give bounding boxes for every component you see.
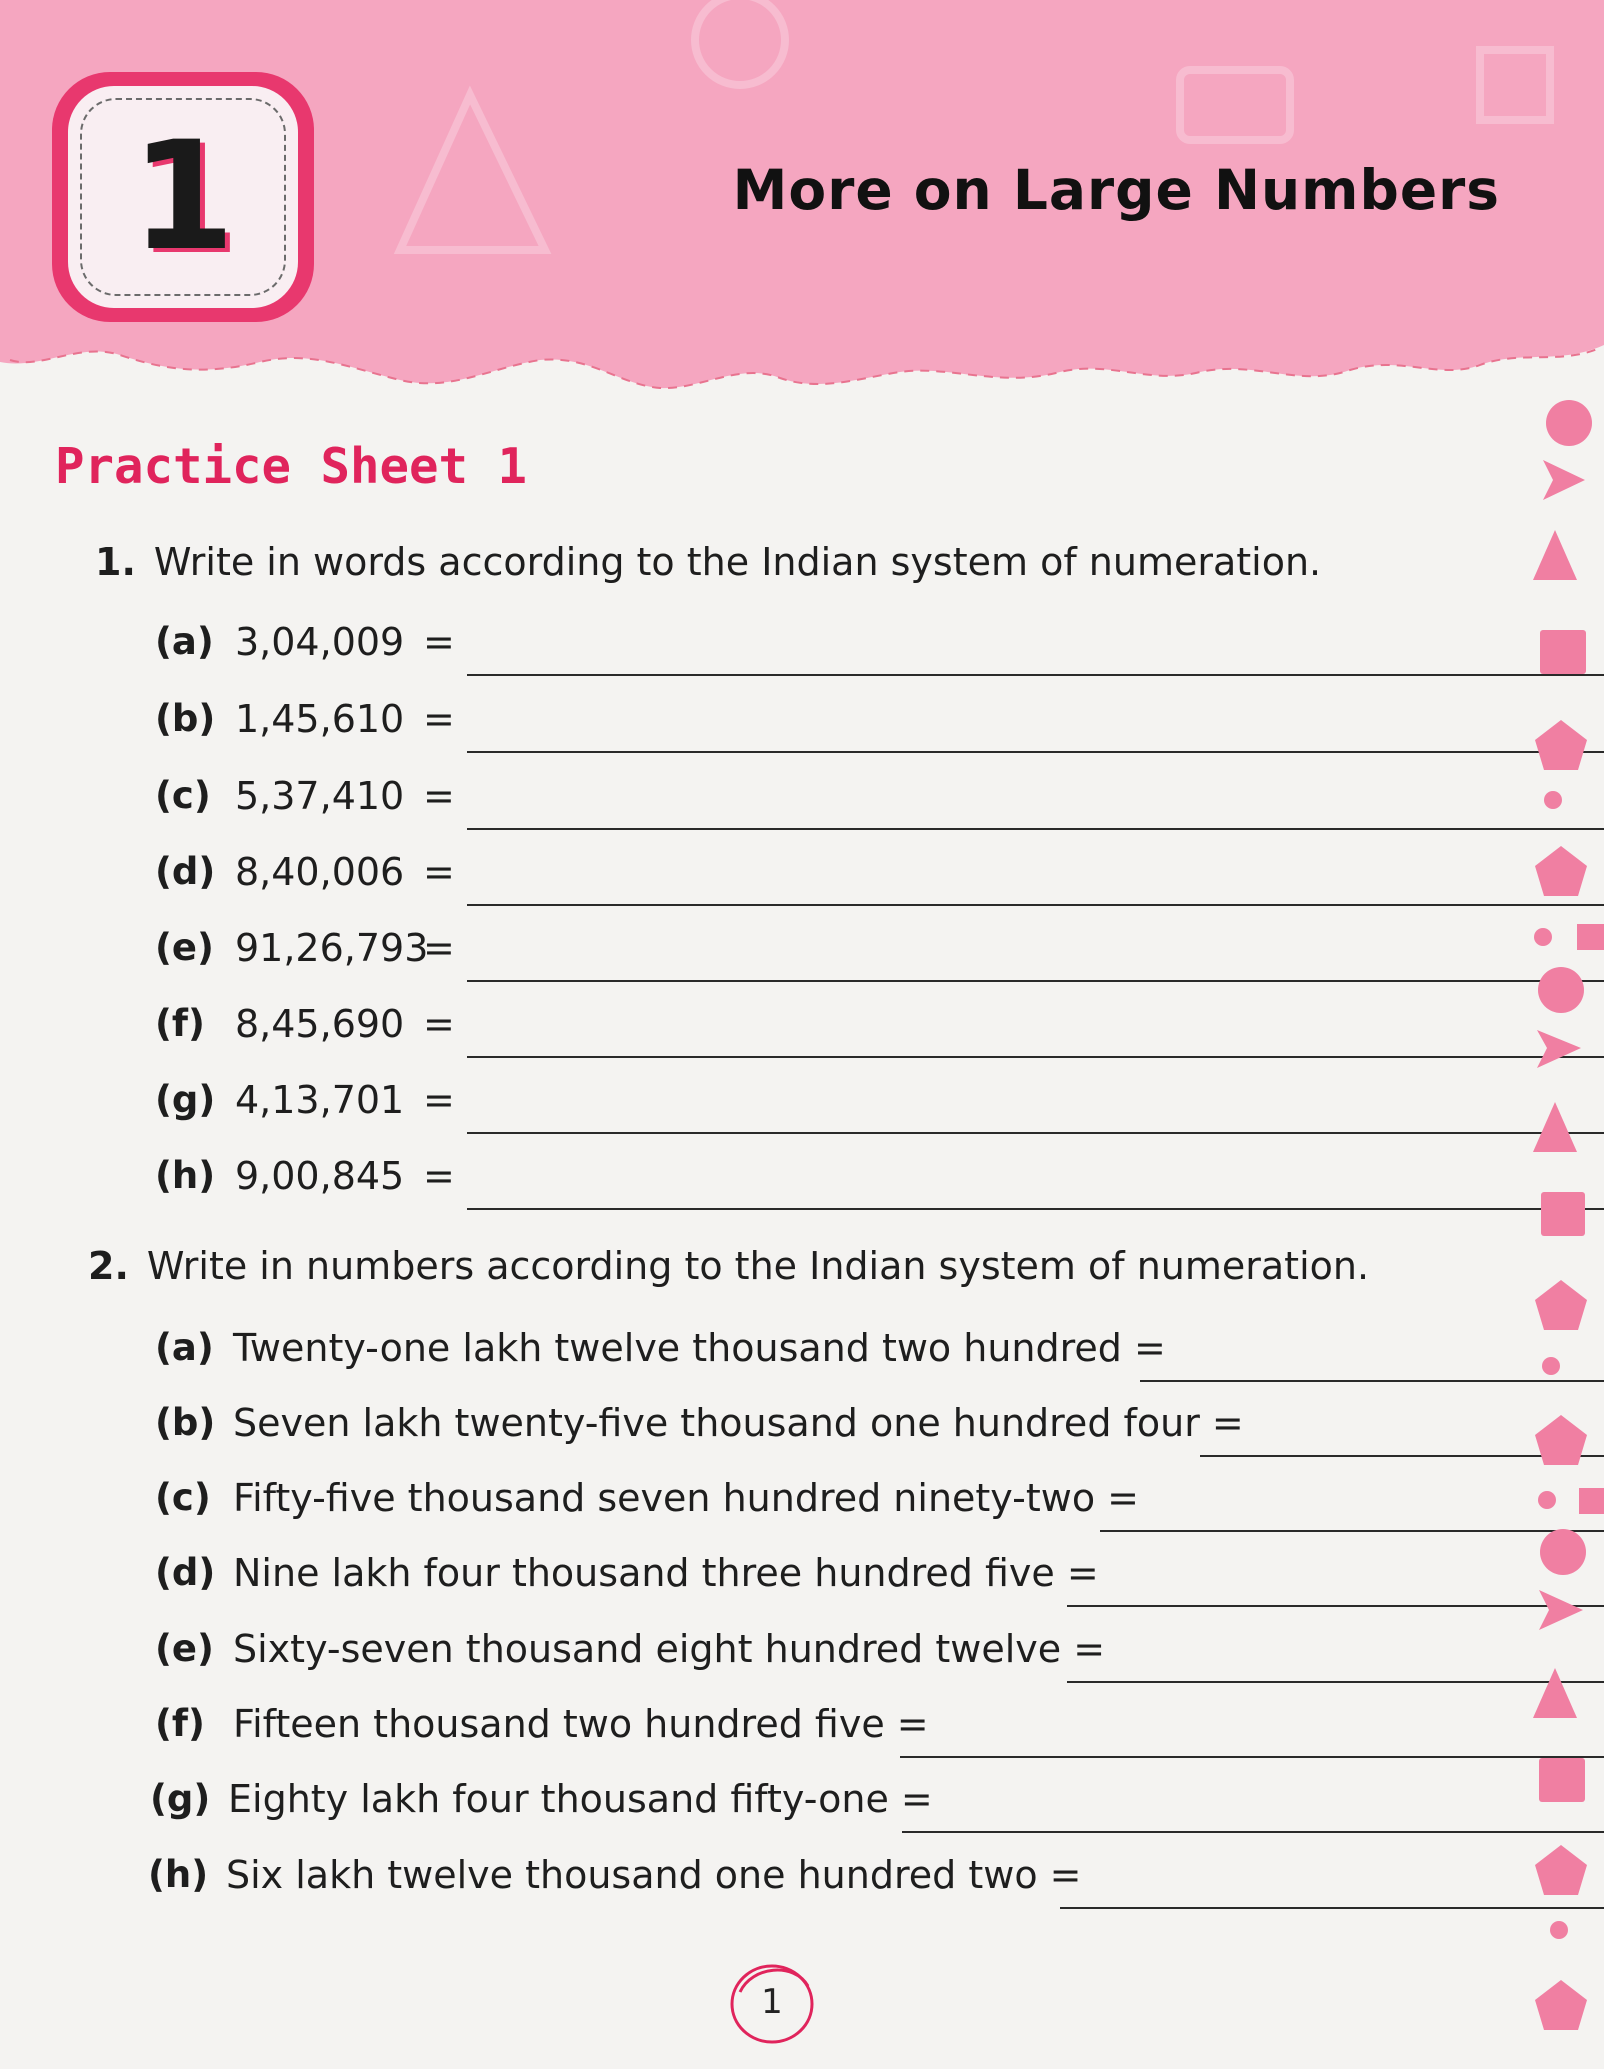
answer-line[interactable] — [467, 980, 1604, 982]
square-shape-icon — [1541, 1192, 1585, 1236]
pentagon-shape-icon — [1535, 720, 1587, 770]
question-number: 1. — [95, 540, 136, 584]
chapter-title: More on Large Numbers — [732, 158, 1500, 222]
equals-sign: = — [423, 774, 455, 818]
chapter-number: 1 — [130, 110, 236, 284]
item-letter: (b) — [155, 1401, 216, 1444]
answer-line[interactable] — [467, 674, 1604, 676]
item-words: Seven lakh twenty-five thousand one hundred four = — [233, 1401, 1244, 1445]
answer-line[interactable] — [467, 751, 1604, 753]
item-number: 3,04,009 — [235, 620, 405, 664]
page-number-marker — [722, 1952, 822, 2052]
q2-item-f — [155, 1702, 1475, 1762]
item-words: Eighty lakh four thousand fifty-one = — [228, 1777, 933, 1821]
chapter-number-badge — [52, 72, 314, 322]
q1-item-d — [155, 850, 1475, 910]
dot-shape-icon — [1550, 1921, 1568, 1939]
answer-line[interactable] — [467, 1208, 1604, 1210]
q1-item-b — [155, 697, 1475, 757]
page-number: 1 — [761, 1982, 783, 2022]
equals-sign: = — [423, 850, 455, 894]
question-prompt: Write in words according to the Indian system of numeration. — [153, 540, 1322, 584]
pentagon-shape-icon — [1535, 1980, 1587, 2030]
practice-sheet-title: Practice Sheet 1 — [55, 438, 528, 495]
item-letter: (f) — [155, 1002, 205, 1045]
equals-sign: = — [423, 697, 455, 741]
square-shape-icon — [1577, 924, 1604, 950]
question-2-heading — [88, 1244, 1369, 1288]
item-letter: (c) — [155, 774, 211, 817]
q2-item-b — [155, 1401, 1475, 1461]
q1-item-e — [155, 926, 1475, 986]
q2-item-e — [155, 1627, 1475, 1687]
dot-shape-icon — [1534, 928, 1552, 946]
item-letter: (d) — [155, 850, 216, 893]
item-number: 8,40,006 — [235, 850, 405, 894]
answer-line[interactable] — [900, 1756, 1604, 1758]
triangle-shape-icon — [1533, 1102, 1577, 1152]
question-1-heading — [95, 540, 1321, 584]
q2-item-d — [155, 1551, 1475, 1611]
item-letter: (f) — [155, 1702, 205, 1745]
square-shape-icon — [1540, 630, 1586, 674]
answer-line[interactable] — [467, 1132, 1604, 1134]
answer-line[interactable] — [467, 1056, 1604, 1058]
item-words: Fifty-five thousand seven hundred ninety-two = — [233, 1476, 1139, 1520]
item-letter: (e) — [155, 1627, 214, 1670]
dot-shape-icon — [1542, 1357, 1560, 1375]
q2-item-g — [150, 1777, 1475, 1837]
item-words: Six lakh twelve thousand one hundred two = — [226, 1853, 1082, 1897]
item-number: 5,37,410 — [235, 774, 405, 818]
dot-shape-icon — [1538, 1491, 1556, 1509]
q1-item-a — [155, 620, 1475, 680]
q1-item-f — [155, 1002, 1475, 1062]
item-number: 9,00,845 — [235, 1154, 405, 1198]
circle-shape-icon — [1540, 1529, 1586, 1575]
item-words: Nine lakh four thousand three hundred five = — [233, 1551, 1099, 1595]
pentagon-shape-icon — [1535, 846, 1587, 896]
item-letter: (b) — [155, 697, 216, 740]
pentagon-shape-icon — [1535, 1415, 1587, 1465]
pentagon-shape-icon — [1535, 1280, 1587, 1330]
item-words: Sixty-seven thousand eight hundred twelve = — [233, 1627, 1106, 1671]
q1-item-c — [155, 774, 1475, 834]
answer-line[interactable] — [467, 904, 1604, 906]
item-number: 8,45,690 — [235, 1002, 405, 1046]
question-number: 2. — [88, 1244, 129, 1288]
circle-shape-icon — [1538, 967, 1584, 1013]
item-letter: (a) — [155, 620, 214, 663]
answer-line[interactable] — [467, 828, 1604, 830]
square-shape-icon — [1579, 1488, 1604, 1514]
equals-sign: = — [423, 926, 455, 970]
item-letter: (g) — [155, 1078, 216, 1121]
arrow-shape-icon — [1537, 1030, 1581, 1068]
arrow-shape-icon — [1543, 460, 1585, 500]
item-letter: (h) — [155, 1154, 216, 1197]
q2-item-a — [155, 1326, 1475, 1386]
triangle-shape-icon — [1533, 1668, 1577, 1718]
item-letter: (h) — [148, 1853, 209, 1896]
q2-item-h — [148, 1853, 1480, 1913]
item-words: Twenty-one lakh twelve thousand two hundred = — [233, 1326, 1166, 1370]
item-number: 4,13,701 — [235, 1078, 405, 1122]
square-shape-icon — [1539, 1758, 1585, 1802]
dot-shape-icon — [1544, 791, 1562, 809]
item-letter: (e) — [155, 926, 214, 969]
equals-sign: = — [423, 620, 455, 664]
item-letter: (a) — [155, 1326, 214, 1369]
item-letter: (d) — [155, 1551, 216, 1594]
arrow-shape-icon — [1539, 1590, 1583, 1630]
equals-sign: = — [423, 1002, 455, 1046]
item-words: Fifteen thousand two hundred five = — [233, 1702, 929, 1746]
equals-sign: = — [423, 1078, 455, 1122]
item-letter: (g) — [150, 1777, 211, 1820]
question-prompt: Write in numbers according to the Indian system of numeration. — [146, 1244, 1370, 1288]
circle-shape-icon — [1546, 400, 1592, 446]
equals-sign: = — [423, 1154, 455, 1198]
triangle-shape-icon — [1533, 530, 1577, 580]
answer-line[interactable] — [902, 1831, 1604, 1833]
item-letter: (c) — [155, 1476, 211, 1519]
pentagon-shape-icon — [1535, 1845, 1587, 1895]
q2-item-c — [155, 1476, 1475, 1536]
q1-item-g — [155, 1078, 1475, 1138]
item-number: 91,26,793 — [235, 926, 429, 970]
item-number: 1,45,610 — [235, 697, 405, 741]
decorative-shape-strip — [1515, 380, 1604, 2069]
q1-item-h — [155, 1154, 1475, 1214]
